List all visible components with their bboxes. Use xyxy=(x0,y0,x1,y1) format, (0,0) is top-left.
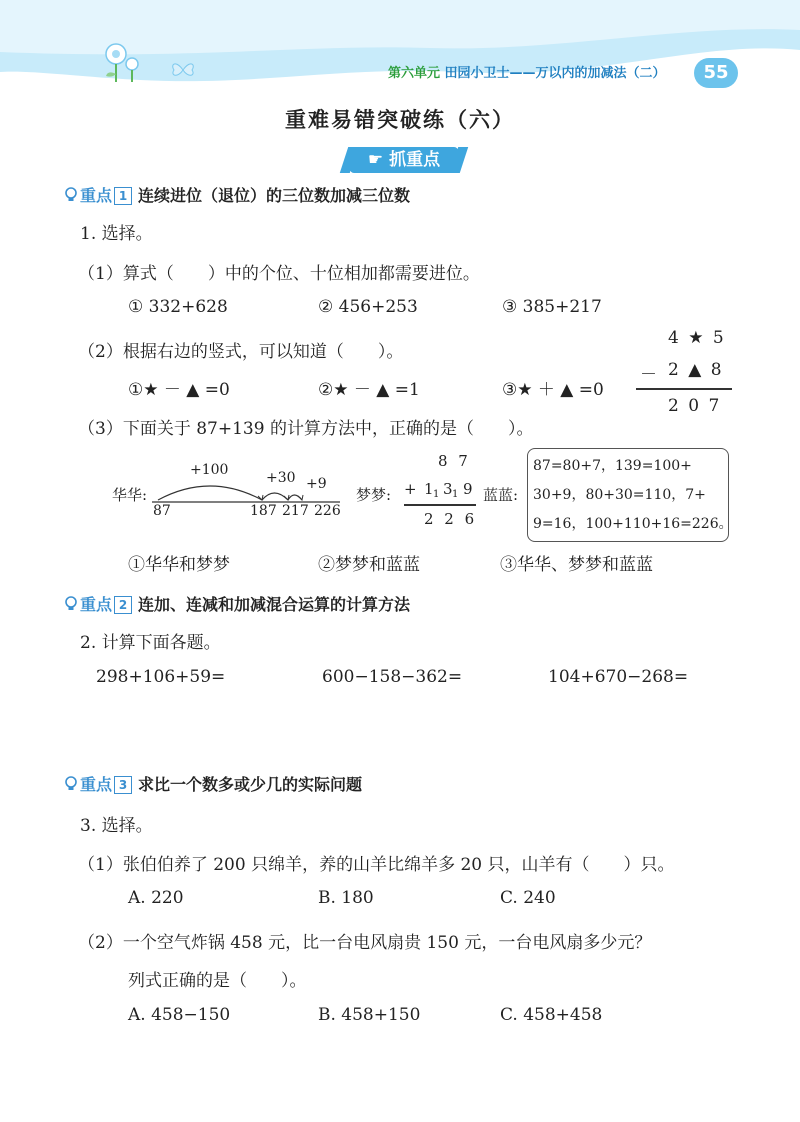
mengmeng-plus: + xyxy=(404,480,417,498)
key-point-label: 重点 xyxy=(80,595,113,614)
key-point-number: 3 xyxy=(114,776,132,794)
key-points-tab xyxy=(350,147,458,173)
arc-label-1: +100 xyxy=(190,462,229,478)
lanlan-label: 蓝蓝: xyxy=(483,486,519,504)
q1-heading: 1. 选择。 xyxy=(80,224,153,244)
vertical-calc-line xyxy=(636,388,732,390)
flower-icon xyxy=(96,40,144,84)
lightbulb-icon xyxy=(64,596,78,612)
mengmeng-result: 2 2 6 xyxy=(424,510,478,528)
key-point-text: 连续进位（退位）的三位数加减三位数 xyxy=(138,186,411,205)
q1-3-option-2: ②梦梦和蓝蓝 xyxy=(318,555,420,575)
page-number: 55 xyxy=(694,58,738,88)
mengmeng-digit-2: 3 xyxy=(443,480,453,498)
q3-1-option-a: A. 220 xyxy=(128,888,184,908)
q1-2-stem: （2）根据右边的竖式，可以知道（ ）。 xyxy=(78,342,404,362)
q3-1-option-b: B. 180 xyxy=(318,888,374,908)
q3-2-stem: （2）一个空气炸锅 458 元，比一台电风扇贵 150 元，一台电风扇多少元？ xyxy=(78,933,652,953)
q3-2-option-b: B. 458+150 xyxy=(318,1005,421,1025)
point-217: 217 xyxy=(282,503,309,519)
arc-label-2: +30 xyxy=(266,470,296,486)
unit-title: 田园小卫士——万以内的加减法（二） xyxy=(444,66,666,81)
vertical-calc-middle: 2 ▲ 8 xyxy=(668,360,724,380)
mengmeng-digit-3: 9 xyxy=(463,480,473,498)
q3-2-option-a: A. 458−150 xyxy=(128,1005,231,1025)
point-187: 187 xyxy=(250,503,277,519)
key-point-text: 连加、连减和加减混合运算的计算方法 xyxy=(138,595,411,614)
q2-heading: 2. 计算下面各题。 xyxy=(80,633,221,653)
mengmeng-carry-2: 1 xyxy=(452,489,459,500)
q3-1-stem: （1）张伯伯养了 200 只绵羊，养的山羊比绵羊多 20 只，山羊有（ ）只。 xyxy=(78,855,675,875)
vertical-calc-operator: － xyxy=(640,365,657,385)
q3-2-stem-line-2: 列式正确的是（ ）。 xyxy=(128,971,307,991)
unit-number: 第六单元 xyxy=(388,66,441,81)
vertical-calc-top: 4 ★ 5 xyxy=(668,328,726,348)
key-point-2 xyxy=(64,592,410,615)
point-226: 226 xyxy=(314,503,341,519)
q1-3-stem: （3）下面关于 87+139 的计算方法中，正确的是（ ）。 xyxy=(78,419,534,439)
key-point-number: 2 xyxy=(114,596,132,614)
key-point-number: 1 xyxy=(114,187,132,205)
butterfly-icon xyxy=(170,60,196,80)
q3-heading: 3. 选择。 xyxy=(80,816,153,836)
q1-3-option-3: ③华华、梦梦和蓝蓝 xyxy=(500,555,653,575)
mengmeng-top: 8 7 xyxy=(438,452,471,470)
q1-1-option-1: ① 332+628 xyxy=(128,297,228,317)
vertical-calc-result: 2 0 7 xyxy=(668,396,722,416)
unit-heading xyxy=(388,62,666,81)
q1-1-stem: （1）算式（ ）中的个位、十位相加都需要进位。 xyxy=(78,264,480,284)
q1-1-option-3: ③ 385+217 xyxy=(502,297,602,317)
mengmeng-label: 梦梦: xyxy=(356,486,392,504)
mengmeng-line xyxy=(404,504,476,506)
lanlan-line-2: 30+9，80+30=110，7+ xyxy=(533,487,706,503)
lanlan-line-3: 9=16，100+110+16=226。 xyxy=(533,516,733,532)
key-point-3 xyxy=(64,772,362,795)
lightbulb-icon xyxy=(64,187,78,203)
key-point-label: 重点 xyxy=(80,775,113,794)
q1-2-option-1: ①★ － ▲ =0 xyxy=(128,380,230,400)
mengmeng-digit-1: 1 xyxy=(424,480,434,498)
q1-2-option-3: ③★ ＋ ▲ =0 xyxy=(502,380,604,400)
lightbulb-icon xyxy=(64,776,78,792)
key-point-1 xyxy=(64,183,410,206)
lanlan-line-1: 87=80+7，139=100+ xyxy=(533,458,692,474)
q3-1-option-c: C. 240 xyxy=(500,888,556,908)
q2-item-3: 104+670−268= xyxy=(548,667,689,687)
mengmeng-carry-1: 1 xyxy=(433,489,440,500)
huahua-label: 华华: xyxy=(112,486,148,504)
pointing-hand-icon: ☛ xyxy=(367,150,390,170)
page-title: 重难易错突破练（六） xyxy=(285,108,515,132)
key-point-label: 重点 xyxy=(80,186,113,205)
q1-2-option-2: ②★ － ▲ =1 xyxy=(318,380,420,400)
tab-label: 抓重点 xyxy=(389,150,441,170)
arc-label-3: +9 xyxy=(306,476,327,492)
q1-3-option-1: ①华华和梦梦 xyxy=(128,555,230,575)
point-87: 87 xyxy=(153,503,171,519)
q1-1-option-2: ② 456+253 xyxy=(318,297,418,317)
q2-item-1: 298+106+59= xyxy=(96,667,226,687)
q3-2-option-c: C. 458+458 xyxy=(500,1005,603,1025)
q2-item-2: 600−158−362= xyxy=(322,667,463,687)
key-point-text: 求比一个数多或少几的实际问题 xyxy=(138,775,363,794)
